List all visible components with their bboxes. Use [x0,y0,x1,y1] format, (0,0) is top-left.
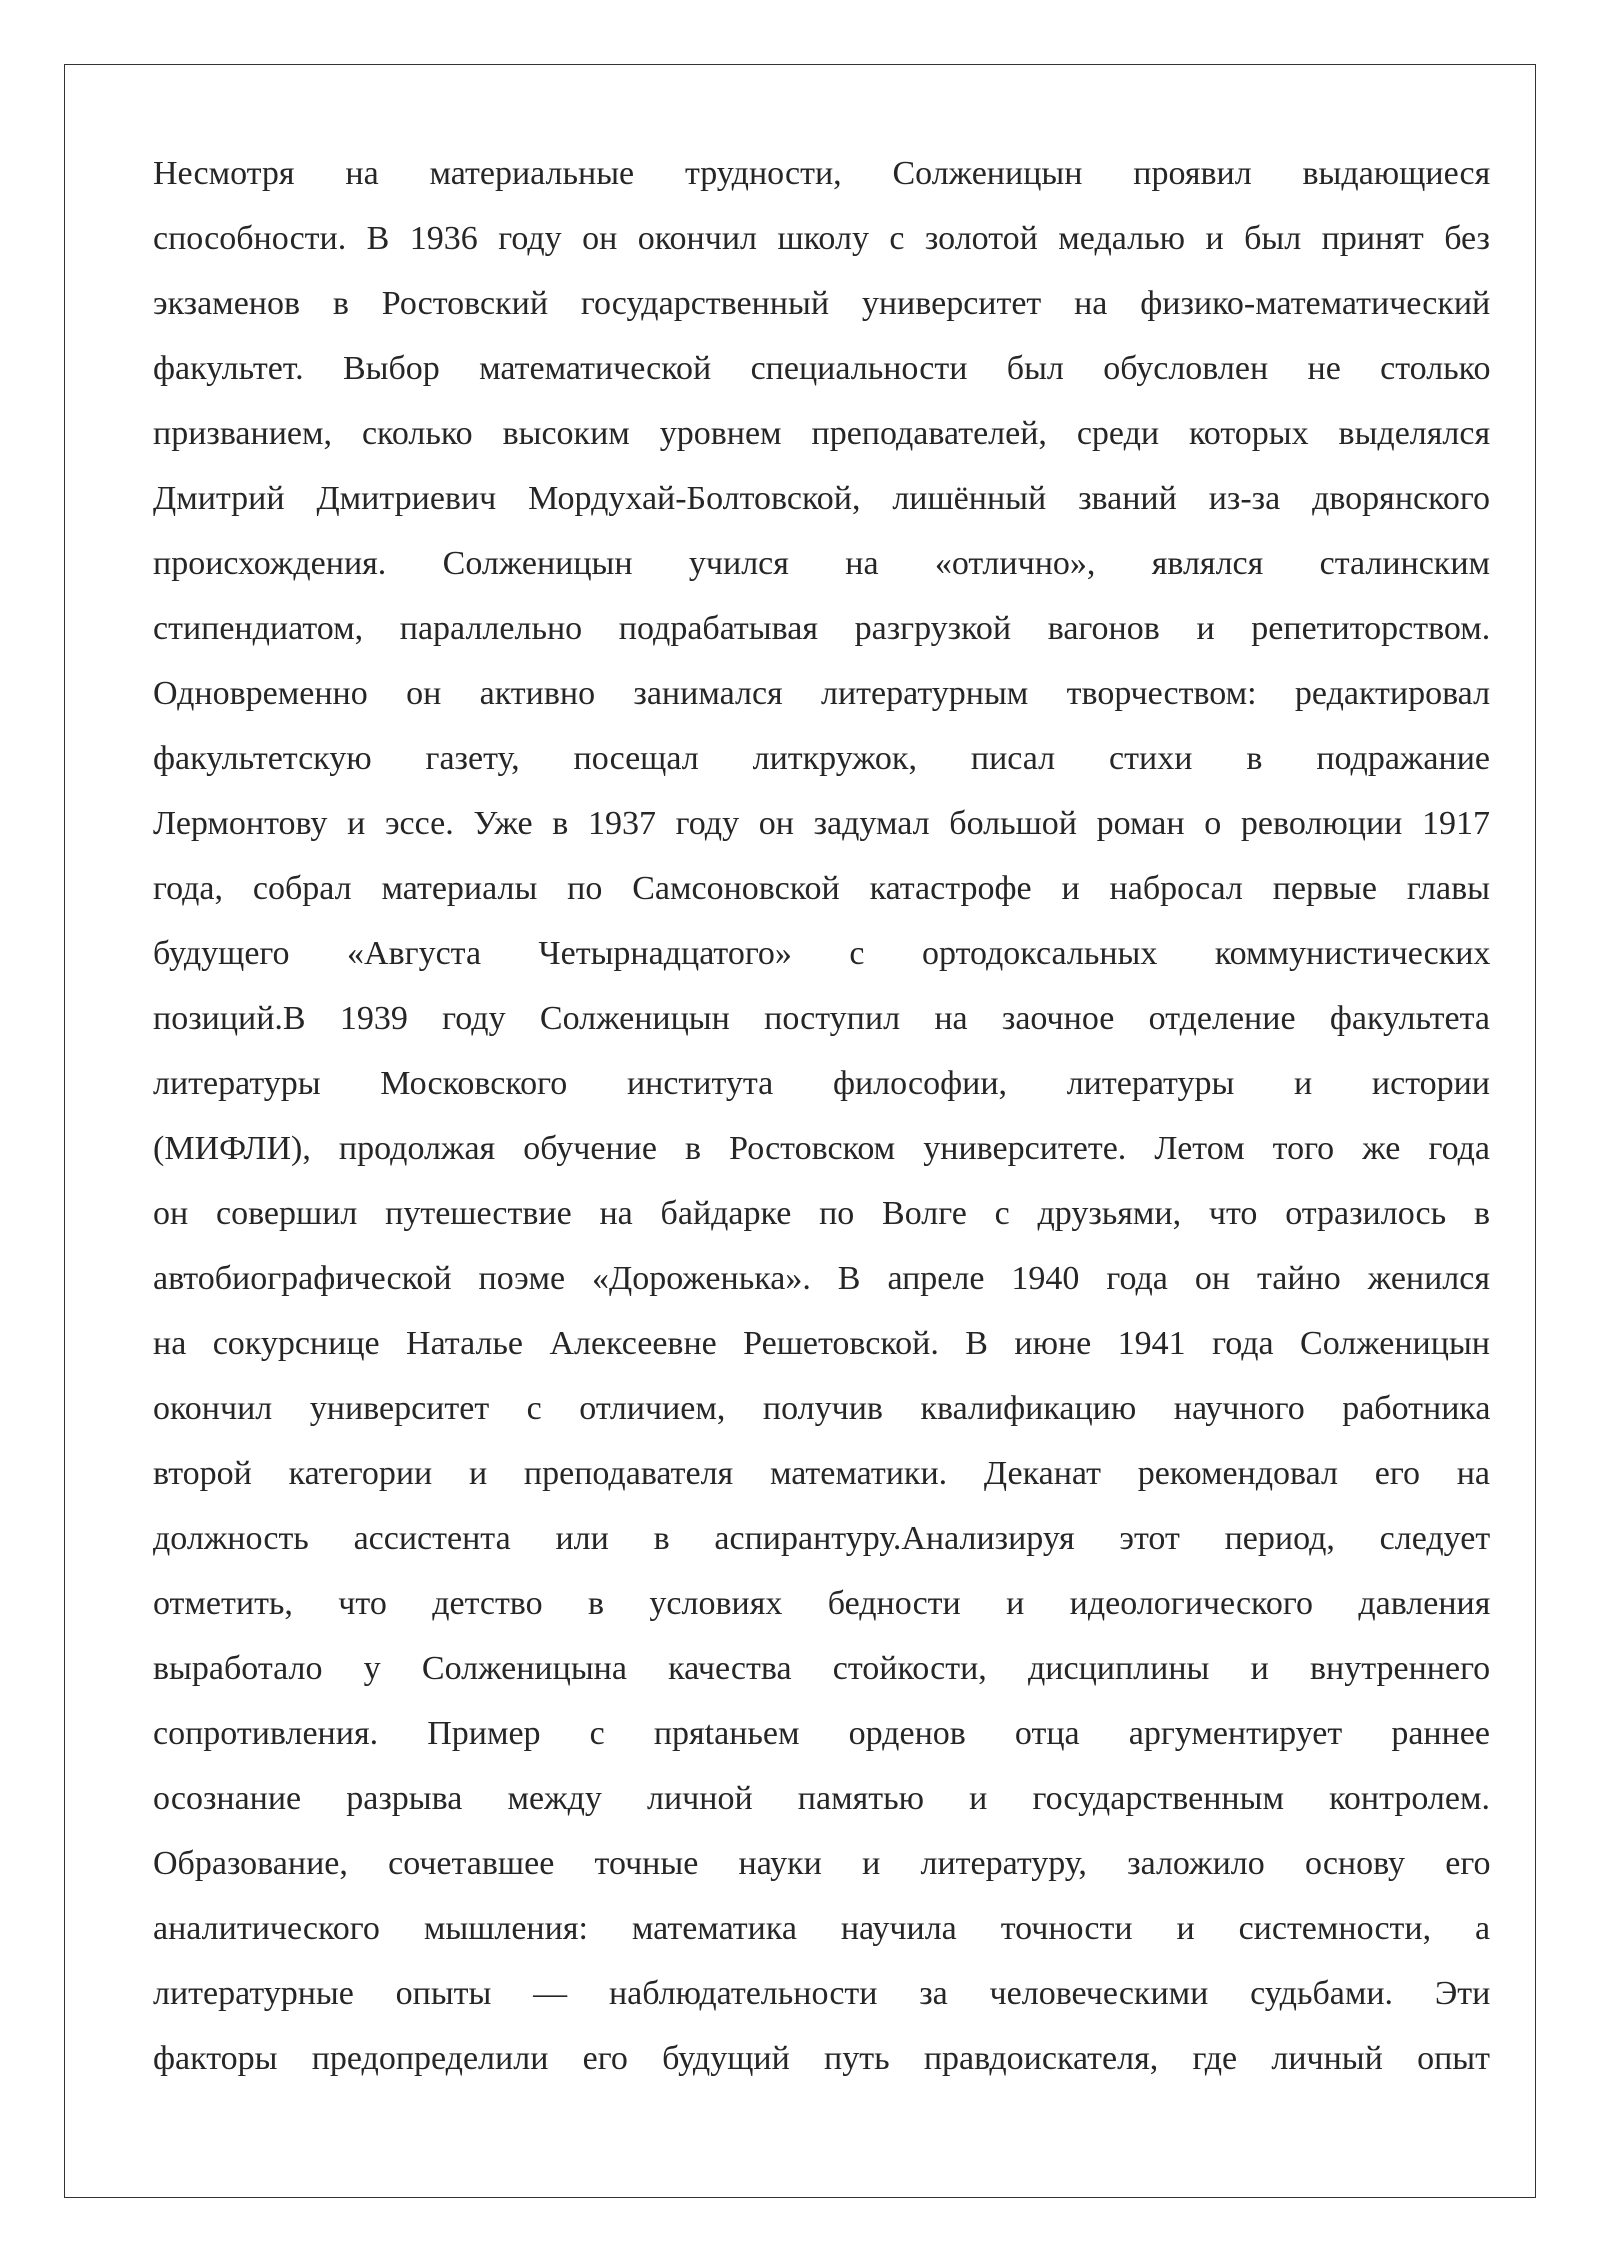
text-line: второй категории и преподавателя математики. Деканат рекомендовал его на [153,1455,1490,1492]
text-line: Образование, сочетавшее точные науки и литературу, заложило основу его [153,1845,1491,1882]
text-line: он совершил путешествие на байдарке по Волге с друзьями, что отразилось в [153,1195,1490,1232]
text-line: литературные опыты — наблюдательности за человеческими судьбами. Эти [153,1975,1491,2012]
text-line: стипендиатом, параллельно подрабатывая разгрузкой вагонов и репетиторством. [153,610,1491,647]
text-line: отметить, что детство в условиях бедности и идеологического давления [153,1585,1491,1622]
text-line: призванием, сколько высоким уровнем преподавателей, среди которых выделялся [153,415,1491,452]
text-line: Лермонтову и эссе. Уже в 1937 году он задумал большой роман о революции 1917 [153,805,1490,842]
text-line: литературы Московского института философии, литературы и истории [153,1065,1490,1102]
text-line: на сокурснице Наталье Алексеевне Решетовской. В июне 1941 года Солженицын [153,1325,1490,1362]
text-line: способности. В 1936 году он окончил школу с золотой медалью и был принят без [153,220,1490,257]
body-text [153,141,1490,2091]
text-line: аналитического мышления: математика научила точности и системности, а [153,1910,1491,1947]
text-line: выработало у Солженицына качества стойкости, дисциплины и внутреннего [153,1650,1491,1687]
text-line: факультет. Выбор математической специальности был обусловлен не столько [153,350,1491,387]
text-line: автобиографической поэме «Дороженька». В апреле 1940 года он тайно женился [153,1260,1490,1297]
text-line: Дмитрий Дмитриевич Мордухай-Болтовской, лишённый званий из-за дворянского [153,480,1490,517]
text-line: должность ассистента или в аспирантуру.Анализируя этот период, следует [153,1520,1491,1557]
text-line: сопротивления. Пример с пряtаньем орденов отца аргументирует раннее [153,1715,1490,1752]
text-line: позиций.В 1939 году Солженицын поступил на заочное отделение факультета [153,1000,1490,1037]
text-line: окончил университет с отличием, получив квалификацию научного работника [153,1390,1491,1427]
text-line: факультетскую газету, посещал литкружок, писал стихи в подражание [153,740,1490,777]
text-line: факторы предопределили его будущий путь правдоискателя, где личный опыт [153,2040,1490,2077]
text-line: осознание разрыва между личной памятью и государственным контролем. [153,1780,1490,1817]
text-line: происхождения. Солженицын учился на «отлично», являлся сталинским [153,545,1491,582]
text-line: Одновременно он активно занимался литературным творчеством: редактировал [153,675,1491,712]
text-line: (МИФЛИ), продолжая обучение в Ростовском университете. Летом того же года [153,1130,1490,1167]
text-line: экзаменов в Ростовский государственный университет на физико-математический [153,285,1491,322]
text-line: года, собрал материалы по Самсоновской катастрофе и набросал первые главы [153,870,1490,907]
text-line: будущего «Августа Четырнадцатого» с ортодоксальных коммунистических [153,935,1491,972]
text-line: Несмотря на материальные трудности, Солженицын проявил выдающиеся [153,155,1491,192]
